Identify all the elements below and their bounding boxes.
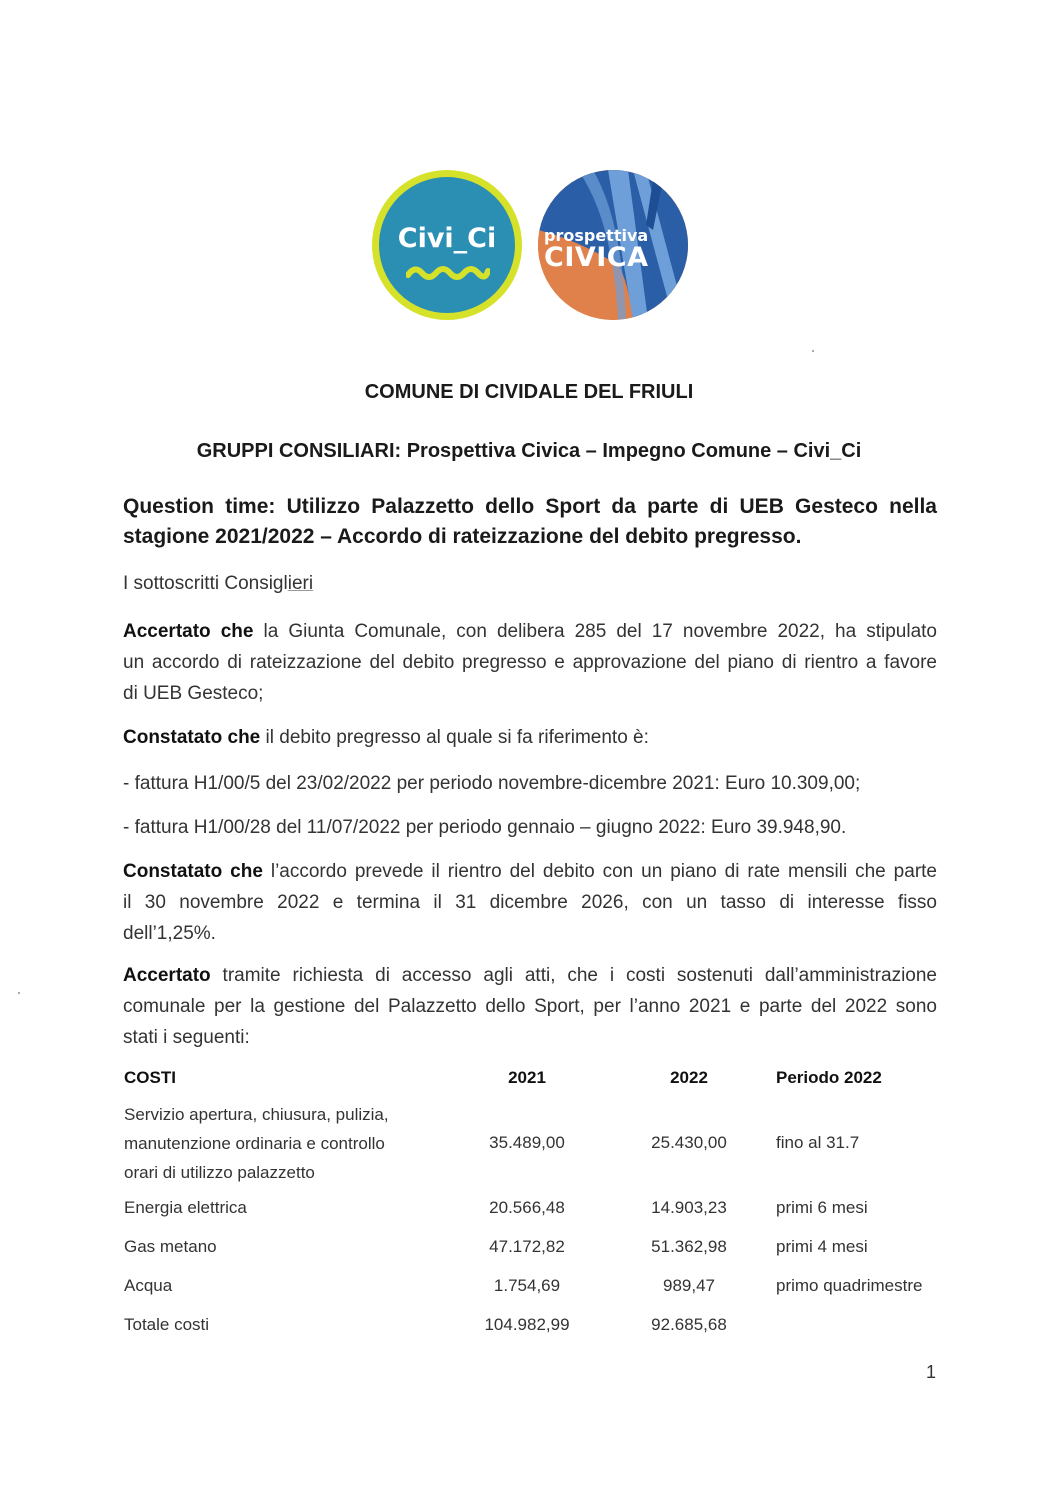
column-header-costs: COSTI <box>124 1068 176 1087</box>
logos <box>372 170 688 322</box>
paragraph-text: il debito pregresso al quale si fa riferimento è: <box>260 727 649 748</box>
civi-ci-logo <box>372 170 522 320</box>
cost-period: primi 6 mesi <box>776 1197 868 1217</box>
prospettiva-text: prospettiva <box>544 226 649 245</box>
paragraph-constatato-2 <box>123 856 937 949</box>
table-header-row <box>118 1062 938 1094</box>
question-title-line-1: Question time: Utilizzo Palazzetto dello Sport da parte di UEB Gesteco nella <box>123 495 937 518</box>
question-title-line-2: stagione 2021/2022 – Accordo di rateizzazione del debito pregresso. <box>123 525 802 548</box>
cost-2021: 20.566,48 <box>489 1197 565 1217</box>
column-header-2021: 2021 <box>508 1068 546 1087</box>
cost-period: primi 4 mesi <box>776 1236 868 1256</box>
paragraph-constatato-1 <box>123 722 937 753</box>
council-groups: GRUPPI CONSILIARI: Prospettiva Civica – Impegno Comune – Civi_Ci <box>196 440 862 462</box>
cost-period: fino al 31.7 <box>776 1133 860 1152</box>
paragraph-text: il 30 novembre 2022 e termina il 31 dicembre 2026, con un tasso di interesse fisso <box>123 892 937 913</box>
paragraph-lead: Accertato <box>123 965 211 986</box>
cost-period <box>770 1305 938 1344</box>
paragraph-text: di UEB Gesteco; <box>123 683 264 704</box>
cost-2022: 92.685,68 <box>651 1314 727 1334</box>
paragraph-text: stati i seguenti: <box>123 1027 250 1048</box>
cost-2022: 25.430,00 <box>651 1133 727 1152</box>
column-header-2022: 2022 <box>670 1068 708 1087</box>
column-header-period: Periodo 2022 <box>776 1068 882 1087</box>
intro-text-underlined: ieri <box>287 573 314 594</box>
scan-speck <box>18 992 20 994</box>
cost-label: Gas metano <box>124 1237 217 1256</box>
paragraph-text: tramite richiesta di accesso agli atti, che i costi sostenuti dall’amministrazione <box>210 965 937 986</box>
cost-label <box>118 1094 446 1188</box>
paragraph-text: comunale per la gestione del Palazzetto dello Sport, per l’anno 2021 e parte del 2022 sono <box>123 996 937 1017</box>
cost-label-line: Servizio apertura, chiusura, pulizia, <box>124 1104 389 1124</box>
paragraph-lead: Constatato che <box>123 727 261 748</box>
question-title <box>123 492 937 552</box>
table-row <box>118 1266 938 1305</box>
cost-2022: 14.903,23 <box>651 1197 727 1217</box>
table-row <box>118 1094 938 1188</box>
table-row <box>118 1188 938 1227</box>
civica-text: CIVICA <box>544 242 649 273</box>
table-row-total <box>118 1305 938 1344</box>
municipality-title: COMUNE DI CIVIDALE DEL FRIULI <box>364 381 694 403</box>
costs-table <box>118 1062 938 1344</box>
cost-label-line: manutenzione ordinaria e controllo <box>124 1133 385 1153</box>
paragraph-lead: Constatato che <box>123 861 263 882</box>
cost-2021: 35.489,00 <box>489 1133 565 1152</box>
cost-label: Totale costi <box>124 1315 210 1334</box>
prospettiva-civica-logo <box>538 170 688 320</box>
scan-speck <box>812 350 814 352</box>
cost-2021: 1.754,69 <box>493 1275 561 1295</box>
cost-2022: 51.362,98 <box>651 1236 727 1256</box>
cost-label: Energia elettrica <box>124 1198 247 1217</box>
cost-2021: 104.982,99 <box>484 1314 570 1334</box>
cost-2022: 989,47 <box>663 1275 715 1295</box>
table-row <box>118 1227 938 1266</box>
wave-icon <box>406 263 490 283</box>
paragraph-lead: Accertato che <box>123 621 254 642</box>
civi-ci-logo-text: Civi_Ci <box>397 223 497 254</box>
paragraph-text: dell’1,25%. <box>123 923 216 944</box>
paragraph-text: la Giunta Comunale, con delibera 285 del 17 novembre 2022, ha stipulato <box>253 621 937 642</box>
cost-2021: 47.172,82 <box>489 1236 565 1256</box>
paragraph-text: un accordo di rateizzazione del debito pregresso e approvazione del piano di rientro a favore <box>123 652 937 673</box>
page-number: 1 <box>926 1362 937 1382</box>
invoice-item-2: - fattura H1/00/28 del 11/07/2022 per periodo gennaio – giugno 2022: Euro 39.948,90. <box>123 817 847 838</box>
paragraph-accertato-1 <box>123 616 937 709</box>
invoice-item-1: - fattura H1/00/5 del 23/02/2022 per periodo novembre-dicembre 2021: Euro 10.309,00; <box>123 773 861 794</box>
intro-paragraph <box>123 568 937 599</box>
cost-period: primo quadrimestre <box>776 1275 923 1295</box>
paragraph-accertato-2 <box>123 960 937 1053</box>
cost-label-line: orari di utilizzo palazzetto <box>124 1162 315 1182</box>
cost-label: Acqua <box>124 1276 173 1295</box>
intro-text: I sottoscritti Consigl <box>123 573 288 594</box>
paragraph-text: l’accordo prevede il rientro del debito con un piano di rate mensili che parte <box>262 861 937 882</box>
